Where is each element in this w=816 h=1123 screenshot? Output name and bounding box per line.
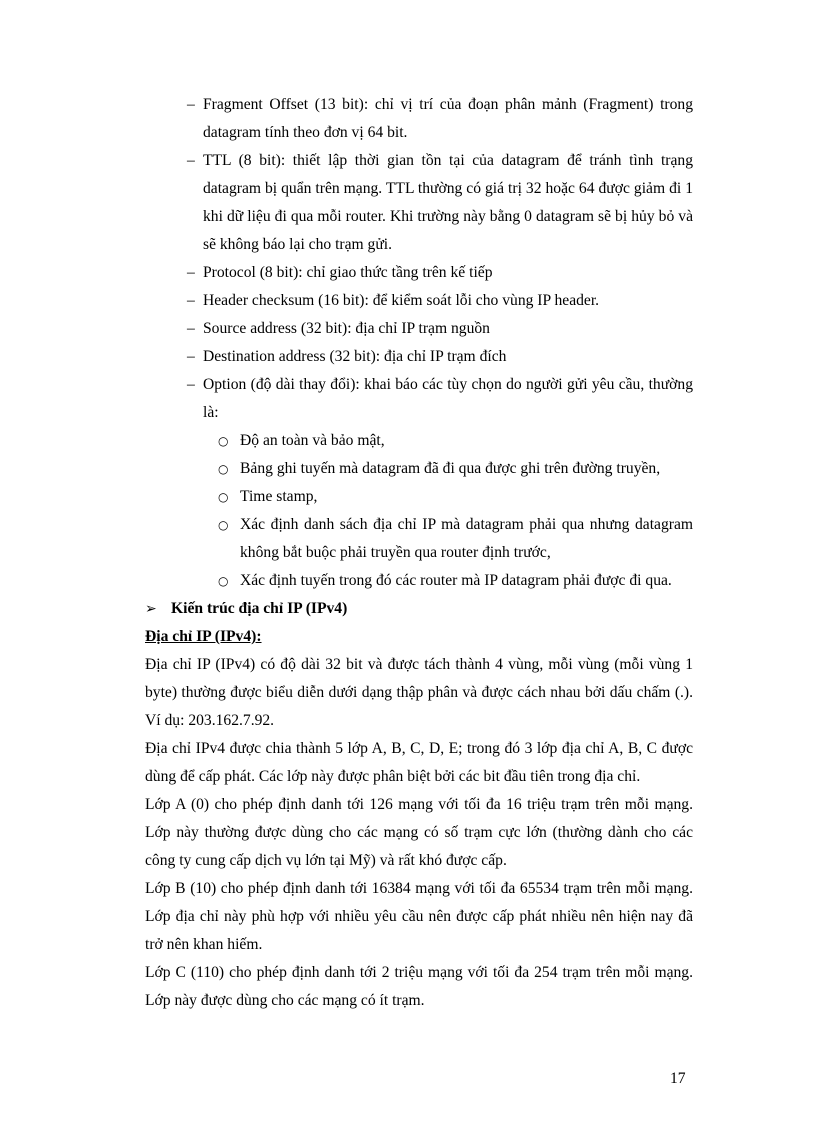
circle-bullet-icon: ○ xyxy=(218,574,229,588)
dash-bullet-icon: – xyxy=(187,152,195,169)
list-item: – Protocol (8 bit): chỉ giao thức tầng trên kế tiếp xyxy=(145,259,693,287)
circle-bullet-icon: ○ xyxy=(218,490,229,504)
circle-bullet-icon: ○ xyxy=(218,434,229,448)
subheading: Địa chỉ IP (IPv4): xyxy=(145,628,262,645)
list-item: – Option (độ dài thay đổi): khai báo các tùy chọn do người gửi yêu cầu, thường là: ○ Độ an toàn và bảo mật, ○ Bảng ghi tuyến mà datagram đã đi qua được ghi trên đường truyền, ○ Time stamp, ○ Xác định danh sách địa chỉ IP mà datagram phải qua nhưng datagram không bắt buộc phải truyền qua router định trước, ○ Xác định tuyến trong đó các router mà IP datagram phải được đi qua. xyxy=(145,371,693,595)
paragraph: Địa chỉ IP (IPv4) có độ dài 32 bit và được tách thành 4 vùng, mỗi vùng (mỗi vùng 1 byte) thường được biểu diễn dưới dạng thập phân và được cách nhau bởi dấu chấm (.). Ví dụ: 203.162.7.92. xyxy=(145,656,693,729)
list-item: – Header checksum (16 bit): để kiểm soát lỗi cho vùng IP header. xyxy=(145,287,693,315)
paragraph: Lớp A (0) cho phép định danh tới 126 mạng với tối đa 16 triệu trạm trên mỗi mạng. Lớp này thường được dùng cho các mạng có số trạm cực lớn (thường dành cho các công ty cung cấp dịch vụ lớn tại Mỹ) và rất khó được cấp. xyxy=(145,796,693,869)
sublist-item: ○ Time stamp, xyxy=(203,483,693,511)
dash-bullet-icon: – xyxy=(187,264,195,281)
dash-bullet-icon: – xyxy=(187,292,195,309)
paragraph: Lớp C (110) cho phép định danh tới 2 triệu mạng với tối đa 254 trạm trên mỗi mạng. Lớp này được dùng cho các mạng có ít trạm. xyxy=(145,964,693,1009)
paragraph: Địa chỉ IPv4 được chia thành 5 lớp A, B, C, D, E; trong đó 3 lớp địa chỉ A, B, C được dùng để cấp phát. Các lớp này được phân biệt bởi các bit đầu tiên trong địa chỉ. xyxy=(145,740,693,785)
circle-bullet-icon: ○ xyxy=(218,518,229,532)
dash-bullet-icon: – xyxy=(187,96,195,113)
sublist-item: ○ Bảng ghi tuyến mà datagram đã đi qua được ghi trên đường truyền, xyxy=(203,455,693,483)
page-number: 17 xyxy=(670,1070,686,1087)
arrow-bullet-icon: ➢ xyxy=(145,601,157,617)
sublist-item: ○ Xác định tuyến trong đó các router mà IP datagram phải được đi qua. xyxy=(203,567,693,595)
paragraph: Lớp B (10) cho phép định danh tới 16384 mạng với tối đa 65534 trạm trên mỗi mạng. Lớp địa chỉ này phù hợp với nhiều yêu cầu nên được cấp phát nhiều nên hiện nay đã trở nên khan hiếm. xyxy=(145,880,693,953)
sublist-item: ○ Xác định danh sách địa chỉ IP mà datagram phải qua nhưng datagram không bắt buộc phải truyền qua router định trước, xyxy=(203,511,693,567)
list-item: – Fragment Offset (13 bit): chỉ vị trí của đoạn phân mảnh (Fragment) trong datagram tính theo đơn vị 64 bit. xyxy=(145,91,693,147)
section-heading: ➢ Kiến trúc địa chỉ IP (IPv4) xyxy=(145,595,693,623)
page-body xyxy=(145,91,693,1015)
circle-bullet-icon: ○ xyxy=(218,462,229,476)
dash-bullet-icon: – xyxy=(187,320,195,337)
dash-bullet-icon: – xyxy=(187,348,195,365)
list-item: – TTL (8 bit): thiết lập thời gian tồn tại của datagram để tránh tình trạng datagram bị quẩn trên mạng. TTL thường có giá trị 32 hoặc 64 được giảm đi 1 khi dữ liệu đi qua mỗi router. Khi trường này bằng 0 datagram sẽ bị hủy bỏ và sẽ không báo lại cho trạm gửi. xyxy=(145,147,693,259)
ip-header-field-list xyxy=(145,91,693,595)
sublist-item: ○ Độ an toàn và bảo mật, xyxy=(203,427,693,455)
dash-bullet-icon: – xyxy=(187,376,195,393)
option-sublist xyxy=(203,427,693,595)
list-item: – Destination address (32 bit): địa chỉ IP trạm đích xyxy=(145,343,693,371)
list-item: – Source address (32 bit): địa chỉ IP trạm nguồn xyxy=(145,315,693,343)
